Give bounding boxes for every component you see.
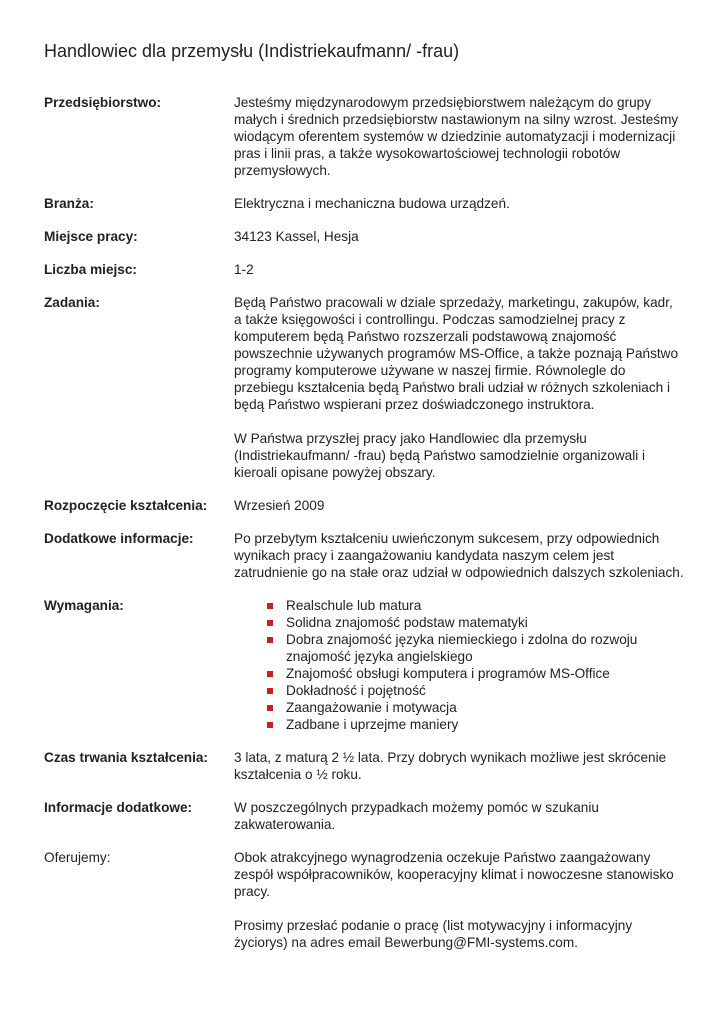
requirement-text: Znajomość obsługi komputera i programów MS-Office [286, 666, 610, 681]
row-start [44, 497, 684, 514]
company-text: Jesteśmy międzynarodowym przedsiębiorstwem należącym do grupy małych i średnich przedsiębiorstw nastawionym na silny wzrost. Jesteśmy wiodącym oferentem systemów w dziedzinie automatyzacji i modernizacji pras i linii pras, a także wysokowartościowej technologii robotów przemysłowych. [234, 95, 679, 178]
job-details [44, 94, 684, 967]
row-location [44, 228, 684, 245]
row-positions [44, 261, 684, 278]
list-item [267, 631, 684, 665]
list-item [267, 665, 684, 682]
requirements-label: Wymagania: [44, 598, 124, 613]
requirement-text: Realschule lub matura [286, 598, 422, 613]
industry-label: Branża: [44, 196, 94, 211]
page-title: Handlowiec dla przemysłu (Indistriekaufmann/ -frau) [44, 41, 460, 61]
info-extra-label: Informacje dodatkowe: [44, 800, 193, 815]
requirements-list [234, 597, 684, 733]
location-label: Miejsce pracy: [44, 229, 138, 244]
requirement-text: Dokładność i pojętność [286, 683, 426, 698]
additional-info-label: Dodatkowe informacje: [44, 531, 194, 546]
requirement-text: Solidna znajomość podstaw matematyki [286, 615, 528, 630]
row-duration [44, 749, 684, 783]
row-tasks [44, 294, 684, 481]
row-industry [44, 195, 684, 212]
tasks-text [234, 294, 684, 481]
bullet-square-icon [267, 705, 273, 711]
list-item [267, 597, 684, 614]
tasks-label: Zadania: [44, 295, 100, 310]
offer-text [234, 849, 684, 951]
list-item [267, 716, 684, 733]
bullet-square-icon [267, 620, 273, 626]
positions-text: 1-2 [234, 262, 254, 277]
bullet-square-icon [267, 603, 273, 609]
requirement-text: Zaangażowanie i motywacja [286, 700, 457, 715]
start-text: Wrzesień 2009 [234, 498, 325, 513]
offer-label: Oferujemy: [44, 850, 111, 865]
bullet-square-icon [267, 637, 273, 643]
start-label: Rozpoczęcie kształcenia: [44, 498, 208, 513]
info-extra-text: W poszczególnych przypadkach możemy pomóc w szukaniu zakwaterowania. [234, 800, 599, 832]
row-offer [44, 849, 684, 951]
tasks-paragraph-2: W Państwa przyszłej pracy jako Handlowiec dla przemysłu (Indistriekaufmann/ -frau) będą Państwo samodzielnie organizowali i kieroali opisane powyżej obszary. [234, 431, 646, 480]
list-item [267, 614, 684, 631]
offer-paragraph-2: Prosimy przesłać podanie o pracę (list motywacyjny i informacyjny życiorys) na adres email Bewerbung@FMI-systems.com. [234, 918, 633, 950]
duration-label: Czas trwania kształcenia: [44, 750, 208, 765]
requirement-text: Zadbane i uprzejme maniery [286, 717, 459, 732]
list-item [267, 682, 684, 699]
company-label: Przedsiębiorstwo: [44, 95, 162, 110]
row-additional-info [44, 530, 684, 581]
additional-info-text: Po przebytym kształceniu uwieńczonym sukcesem, przy odpowiednich wynikach pracy i zaangażowaniu kandydata naszym celem jest zatrudnienie go na stałe oraz udział w odpowiednich dalszych szkoleniach. [234, 531, 684, 580]
row-company [44, 94, 684, 179]
row-info-extra [44, 799, 684, 833]
row-requirements [44, 597, 684, 733]
location-text: 34123 Kassel, Hesja [234, 229, 359, 244]
positions-label: Liczba miejsc: [44, 262, 137, 277]
offer-paragraph-1: Obok atrakcyjnego wynagrodzenia oczekuje Państwo zaangażowany zespół współpracowników, kooperacyjny klimat i nowoczesne stanowisko pracy. [234, 850, 674, 899]
duration-text: 3 lata, z maturą 2 ½ lata. Przy dobrych wynikach możliwe jest skrócenie kształcenia o ½ roku. [234, 750, 667, 782]
bullet-square-icon [267, 688, 273, 694]
bullet-square-icon [267, 722, 273, 728]
tasks-paragraph-1: Będą Państwo pracowali w dziale sprzedaży, marketingu, zakupów, kadr, a także księgowości i controllingu. Podczas samodzielnej pracy z komputerem będą Państwo rozszerzali podstawową znajomość powszechnie używanych programów MS-Office, a także poznają Państwo programy komputerowe używane w naszej firmie. Równolegle do przebiegu kształcenia będą Państwo brali udział w różnych szkoleniach i będą Państwo wspierani przez doświadczonego instruktora. [234, 295, 679, 412]
bullet-square-icon [267, 671, 273, 677]
requirement-text: Dobra znajomość języka niemieckiego i zdolna do rozwoju znajomość języka angielskiego [286, 632, 638, 664]
list-item [267, 699, 684, 716]
industry-text: Elektryczna i mechaniczna budowa urządzeń. [234, 196, 510, 211]
